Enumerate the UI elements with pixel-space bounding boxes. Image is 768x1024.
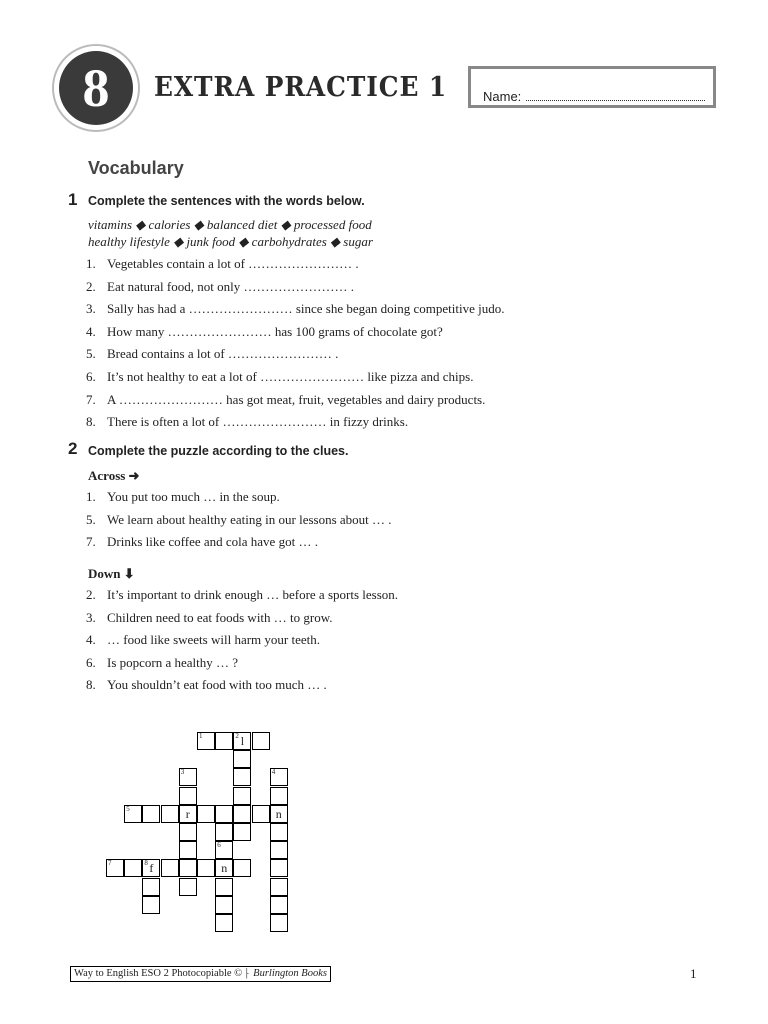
list-item: 6. Is popcorn a healthy … ? [86, 654, 239, 670]
crossword-cell[interactable] [142, 878, 160, 896]
crossword-cell[interactable] [215, 805, 233, 823]
crossword-cell[interactable] [270, 805, 288, 823]
crossword-cell[interactable] [270, 787, 288, 805]
crossword-cell[interactable] [142, 805, 160, 823]
crossword-cell[interactable] [233, 750, 251, 768]
clue-number: 7 [108, 859, 112, 868]
clue-number: 8 [144, 859, 148, 868]
list-item: 1. Vegetables contain a lot of …………………… . [86, 256, 359, 271]
given-letter: l [240, 734, 245, 748]
crossword-cell[interactable] [270, 841, 288, 859]
crossword-cell[interactable] [252, 732, 270, 750]
list-item: 7. A …………………… has got meat, fruit, vegetables and dairy products. [86, 391, 486, 407]
clue-number: 3 [180, 768, 185, 777]
crossword-cell[interactable] [179, 787, 197, 805]
list-item: 7. Drinks like coffee and cola have got … . [86, 534, 318, 550]
crossword-cell[interactable] [124, 805, 142, 823]
crossword-cell[interactable] [106, 859, 124, 877]
list-item: 8. You shouldn’t eat food with too much … . [86, 677, 327, 693]
crossword-cell[interactable] [179, 823, 197, 841]
crossword-cell[interactable] [161, 859, 179, 877]
list-item: 2. Eat natural food, not only …………………… . [86, 278, 354, 294]
clue-number: 5 [126, 804, 130, 813]
crossword-cell[interactable] [197, 805, 215, 823]
crossword-cell[interactable] [270, 878, 288, 896]
clue-number: 2 [235, 732, 239, 740]
list-item: 6. It’s not healthy to eat a lot of …………………… like pizza and chips. [86, 368, 474, 384]
crossword-cell[interactable] [215, 859, 233, 877]
crossword-cell[interactable] [179, 878, 197, 896]
crossword-cell[interactable] [270, 859, 288, 877]
exercise-1-instruction: Complete the sentences with the words below. [88, 194, 365, 208]
crossword-cell[interactable] [270, 914, 288, 932]
word-bank-line-2: healthy lifestyle ◆ junk food ◆ carbohydrates ◆ sugar [88, 234, 373, 249]
clue-number: 4 [271, 768, 276, 777]
crossword-cell[interactable] [197, 859, 215, 877]
crossword-cell[interactable] [252, 805, 270, 823]
publisher-name: Burlington Books [253, 968, 327, 979]
clue-number: 6 [217, 841, 221, 850]
across-heading: Across ➜ [88, 468, 140, 483]
name-label: Name: [483, 89, 522, 104]
word-bank-line-1: vitamins ◆ calories ◆ balanced diet ◆ processed food [88, 217, 372, 232]
section-title: Vocabulary [88, 158, 184, 178]
crossword-cell[interactable] [233, 732, 251, 750]
crossword-cell[interactable] [270, 823, 288, 841]
across-clues [86, 486, 392, 554]
exercise-1-list [86, 253, 505, 434]
crossword-cell[interactable] [179, 841, 197, 859]
crossword-cell[interactable] [179, 859, 197, 877]
crossword-cell[interactable] [233, 768, 251, 786]
crossword-cell[interactable] [142, 896, 160, 914]
exercise-2-instruction: Complete the puzzle according to the clues. [88, 444, 349, 458]
crossword-cell[interactable] [124, 859, 142, 877]
list-item: 3. Children need to eat foods with … to grow. [86, 609, 333, 625]
crossword-cell[interactable] [215, 823, 233, 841]
exercise-1-number: 1 [68, 190, 78, 209]
publisher-logo-icon: ⸠ [244, 968, 251, 979]
list-item: 5. We learn about healthy eating in our lessons about … . [86, 511, 392, 527]
given-letter: n [275, 806, 282, 821]
list-item: 8. There is often a lot of …………………… in fizzy drinks. [86, 414, 409, 430]
unit-number: 8 [59, 51, 133, 125]
crossword-cell[interactable] [215, 878, 233, 896]
list-item: 4. How many …………………… has 100 grams of chocolate got? [86, 323, 443, 339]
list-item: 4. … food like sweets will harm your teeth. [86, 632, 321, 648]
crossword-cell[interactable] [215, 732, 233, 750]
crossword-cell[interactable] [233, 823, 251, 841]
crossword-cell[interactable] [197, 732, 215, 750]
given-letter: r [185, 806, 190, 821]
list-item: 2. It’s important to drink enough … before a sports lesson. [86, 587, 399, 602]
list-item: 1. You put too much … in the soup. [86, 489, 280, 504]
clue-number: 1 [199, 732, 203, 740]
given-letter: n [221, 861, 228, 876]
crossword-cell[interactable] [270, 768, 288, 786]
footer-credit [70, 966, 331, 982]
name-box[interactable] [468, 66, 716, 108]
footer-text: Way to English ESO 2 Photocopiable © [74, 968, 243, 979]
crossword-cell[interactable] [215, 841, 233, 859]
exercise-2-number: 2 [68, 439, 78, 458]
name-line[interactable] [526, 100, 705, 101]
crossword-cell[interactable] [179, 805, 197, 823]
page-title: EXTRA PRACTICE 1 [154, 72, 448, 103]
list-item: 3. Sally has had a …………………… since she began doing competitive judo. [86, 301, 505, 317]
crossword-cell[interactable] [233, 787, 251, 805]
crossword-cell[interactable] [215, 896, 233, 914]
unit-badge [52, 44, 140, 132]
crossword-cell[interactable] [215, 914, 233, 932]
crossword-cell[interactable] [179, 768, 197, 786]
down-heading: Down ⬇ [88, 566, 135, 581]
given-letter: f [149, 861, 154, 876]
crossword-cell[interactable] [270, 896, 288, 914]
down-clues [86, 584, 398, 697]
crossword-cell[interactable] [142, 859, 160, 877]
crossword-cell[interactable] [161, 805, 179, 823]
page-number: 1 [690, 966, 697, 981]
crossword-cell[interactable] [233, 859, 251, 877]
list-item: 5. Bread contains a lot of …………………… . [86, 346, 339, 362]
crossword-cell[interactable] [233, 805, 251, 823]
